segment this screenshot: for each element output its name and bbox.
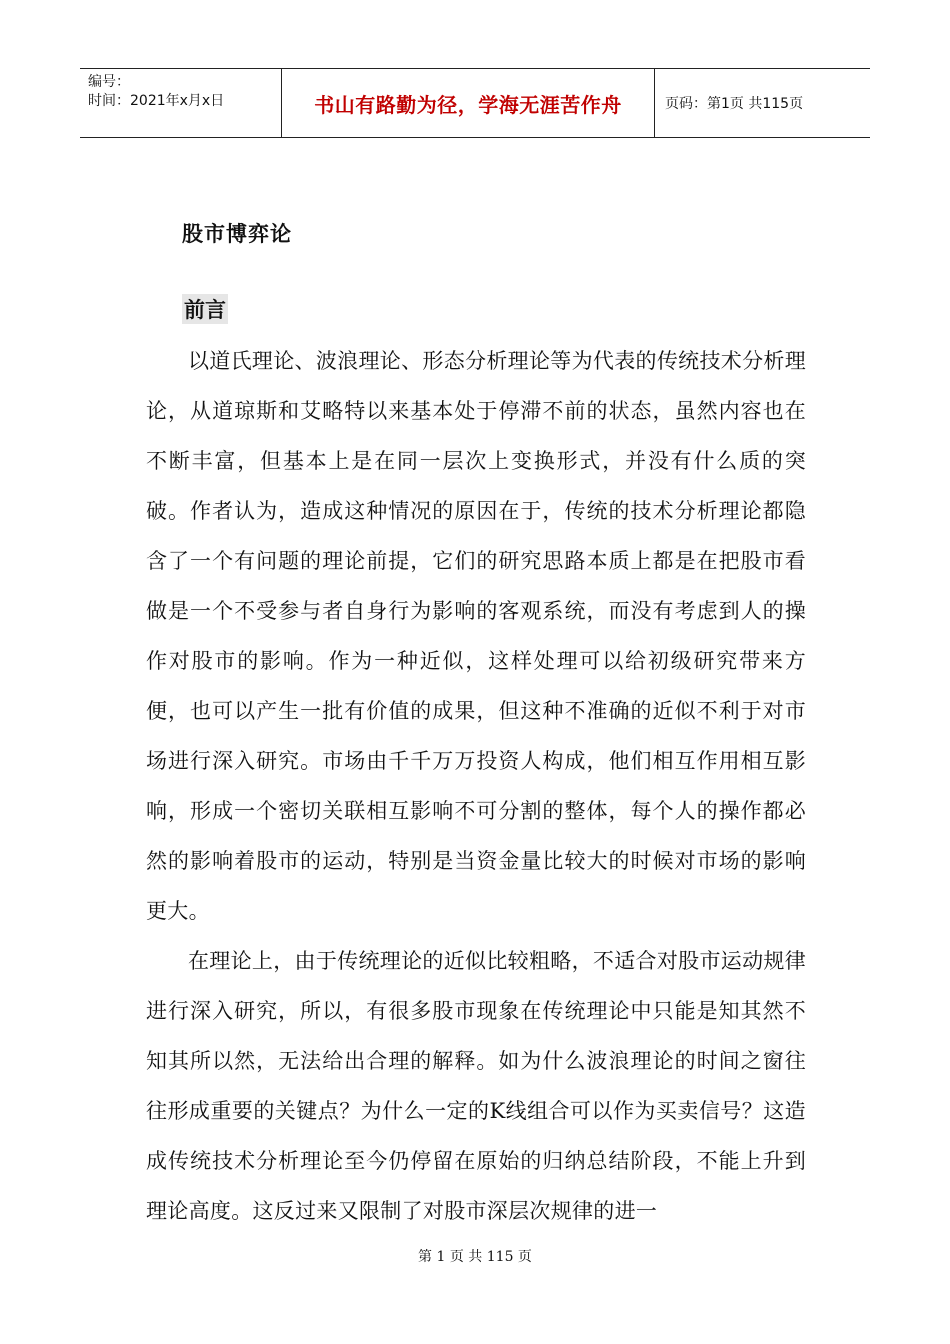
- document-header: [80, 68, 870, 138]
- number-label: 编号：: [88, 74, 130, 90]
- header-motto-cell: [282, 69, 655, 137]
- page-info: 页码：第1页 共115页: [665, 96, 804, 112]
- document-body: [146, 336, 806, 1236]
- time-label: 时间：2021年x月x日: [88, 93, 225, 109]
- header-meta-cell: [80, 69, 282, 137]
- section-heading: 前言: [182, 294, 228, 324]
- paragraph-2: 在理论上，由于传统理论的近似比较粗略，不适合对股市运动规律进行深入研究，所以，有很多股市现象在传统理论中只能是知其然不知其所以然，无法给出合理的解释。如为什么波浪理论的时间之窗往往形成重要的关键点？为什么一定的K线组合可以作为买卖信号？这造成传统技术分析理论至今仍停留在原始的归纳总结阶段，不能上升到理论高度。这反过来又限制了对股市深层次规律的进一: [146, 949, 806, 1223]
- document-title: 股市博弈论: [182, 222, 292, 246]
- paragraph-1: 以道氏理论、波浪理论、形态分析理论等为代表的传统技术分析理论，从道琼斯和艾略特以来基本处于停滞不前的状态，虽然内容也在不断丰富，但基本上是在同一层次上变换形式，并没有什么质的突破。作者认为，造成这种情况的原因在于，传统的技术分析理论都隐含了一个有问题的理论前提，它们的研究思路本质上都是在把股市看做是一个不受参与者自身行为影响的客观系统，而没有考虑到人的操作对股市的影响。作为一种近似，这样处理可以给初级研究带来方便，也可以产生一批有价值的成果，但这种不准确的近似不利于对市场进行深入研究。市场由千千万万投资人构成，他们相互作用相互影响，形成一个密切关联相互影响不可分割的整体，每个人的操作都必然的影响着股市的运动，特别是当资金量比较大的时候对市场的影响更大。: [146, 349, 806, 923]
- header-page-cell: [655, 69, 870, 137]
- page-footer: 第 1 页 共 115 页: [418, 1249, 532, 1265]
- motto-text: 书山有路勤为径，学海无涯苦作舟: [314, 92, 622, 117]
